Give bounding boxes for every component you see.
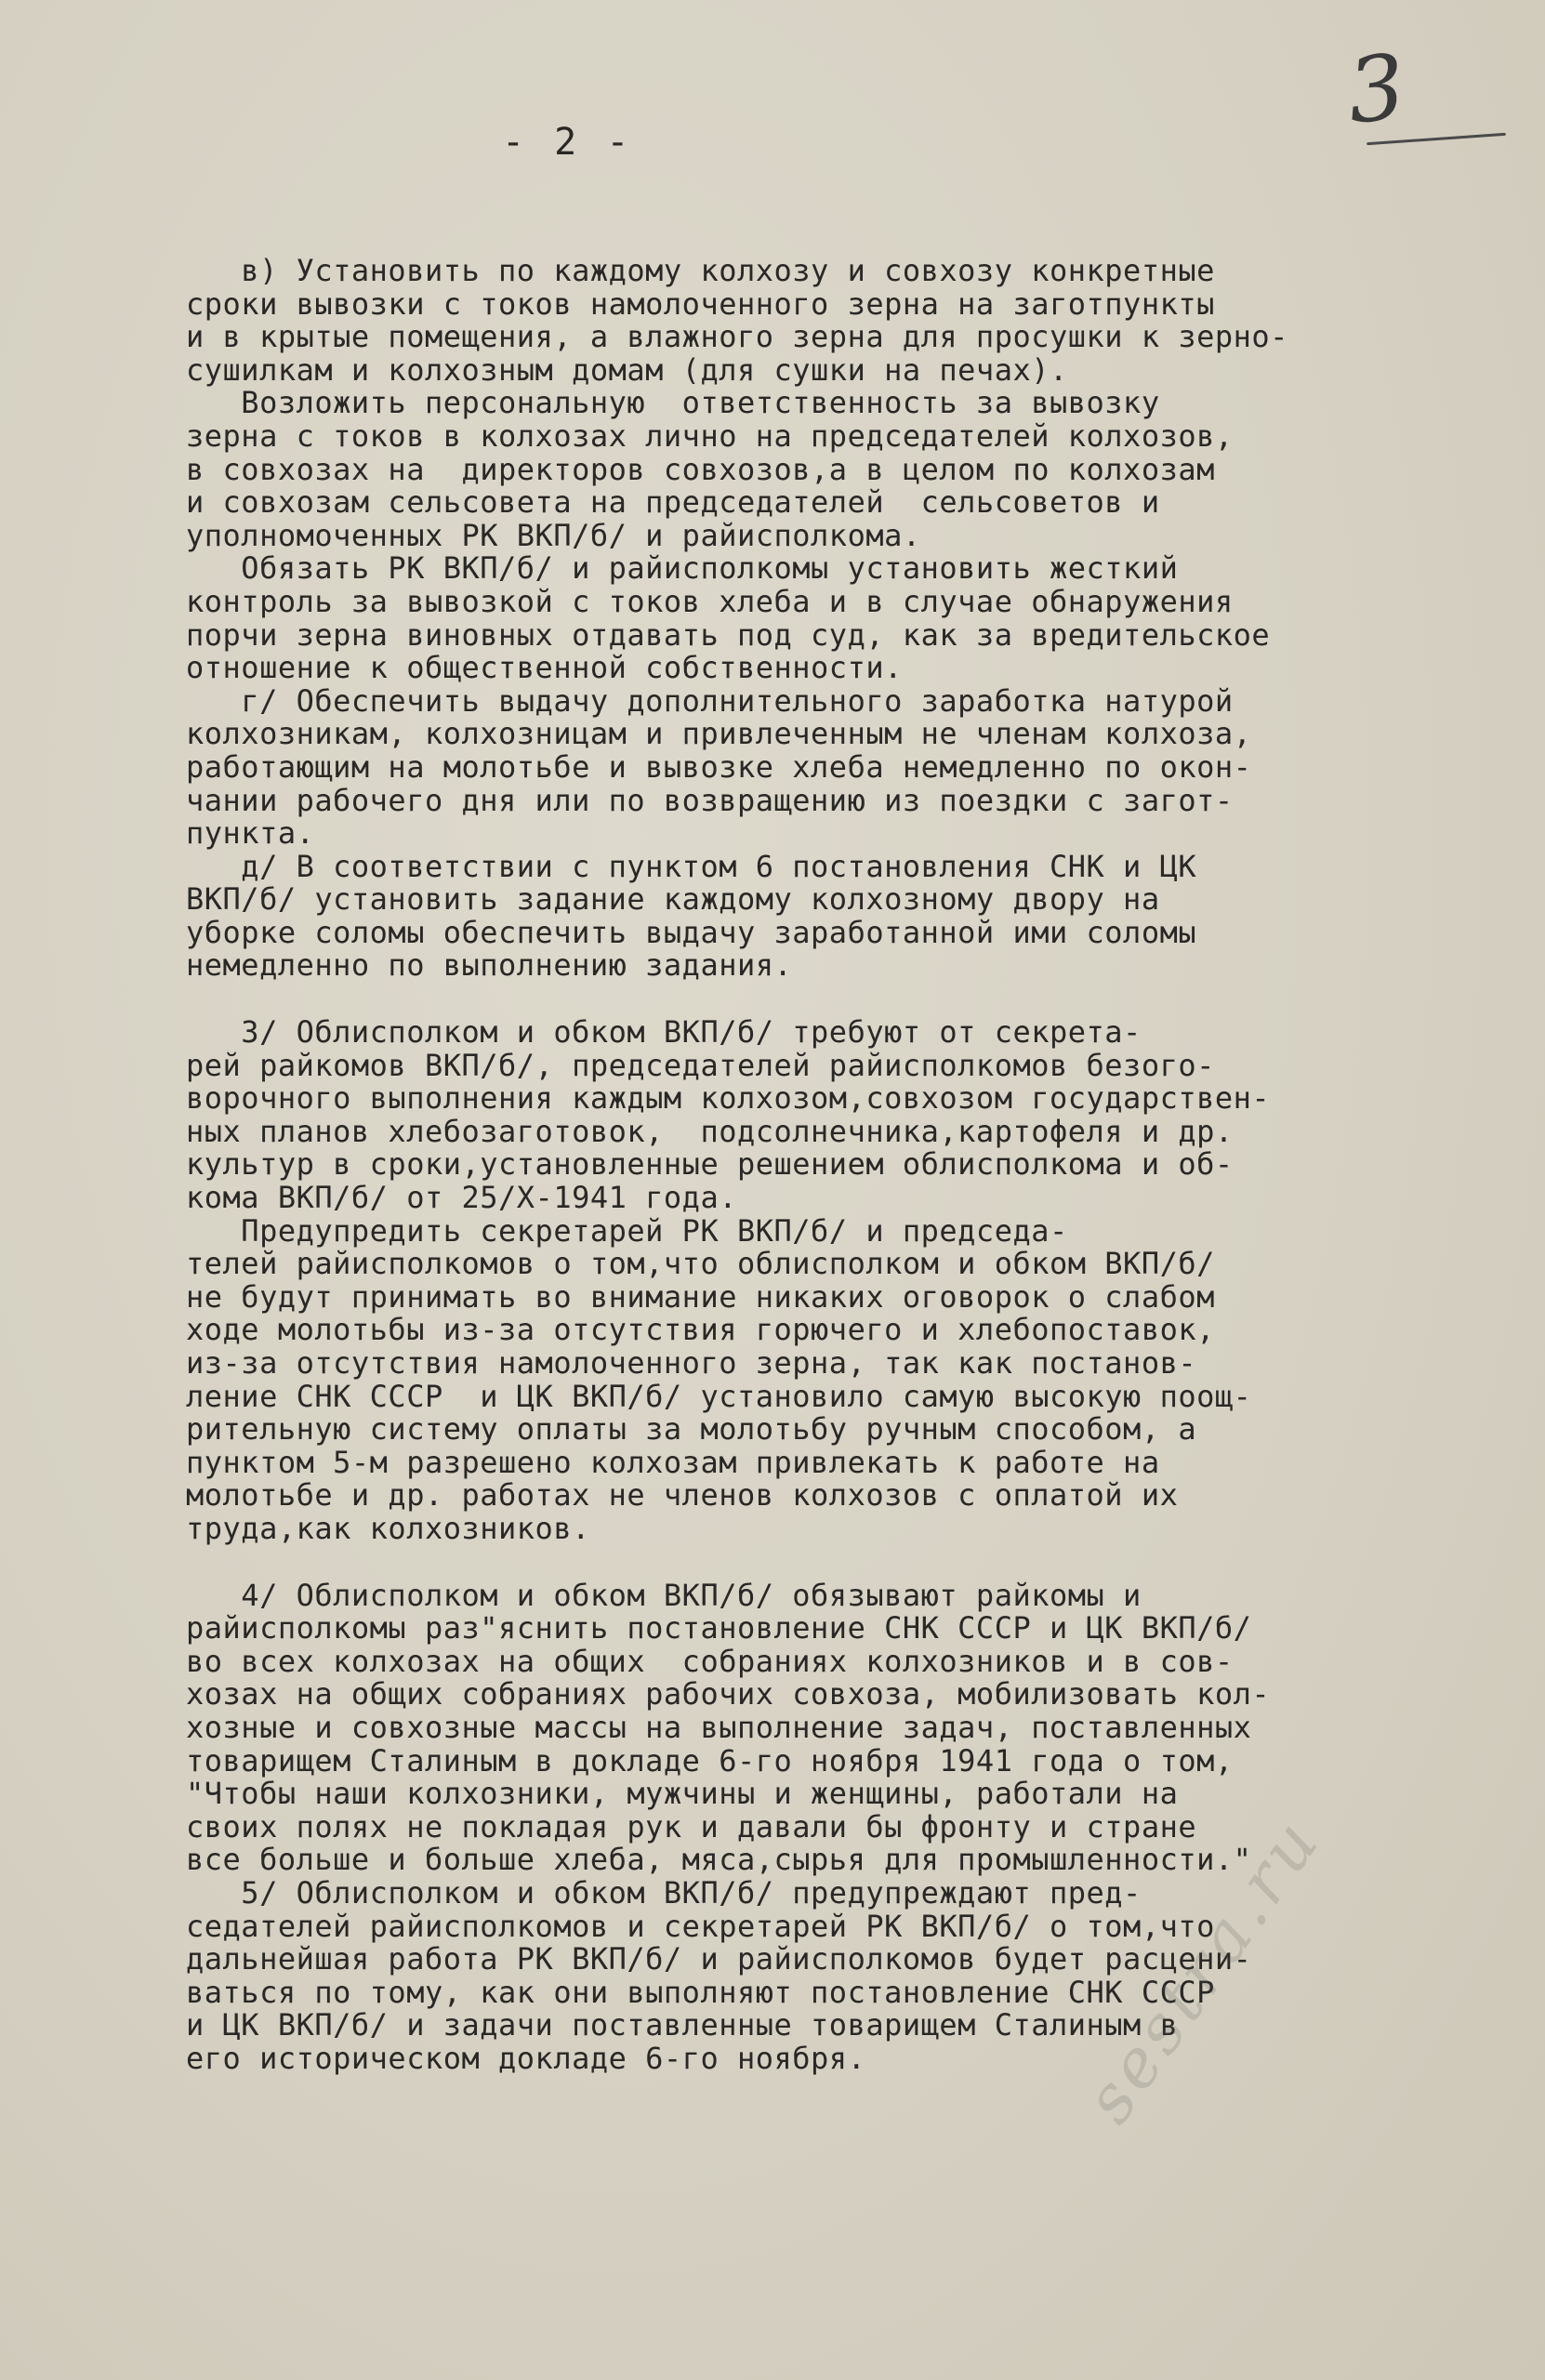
text-line: уполномоченных РК ВКП/б/ и райисполкома. [186, 517, 921, 553]
text-line: контроль за вывозкой с токов хлеба и в случае обнаружения [186, 583, 1234, 619]
text-line: его историческом докладе 6-го ноября. [186, 2040, 866, 2076]
text-line: Предупредить секретарей РК ВКП/б/ и председа- [186, 1212, 1068, 1249]
text-line: все больше и больше хлеба, мяса,сырья для промышленности." [186, 1842, 1252, 1878]
text-line: 3/ Облисполком и обком ВКП/б/ требуют от секрета- [186, 1014, 1142, 1051]
text-line: зерна с токов в колхозах лично на председателей колхозов, [186, 417, 1234, 454]
text-line: в) Установить по каждому колхозу и совхозу конкретные [186, 253, 1215, 288]
text-line: Возложить персональную ответственность за вывозку [186, 385, 1160, 421]
text-line: пунктом 5-м разрешено колхозам привлекать к работе на [186, 1444, 1160, 1480]
paragraph-block [186, 255, 1506, 983]
text-line: 5/ Облисполком и обком ВКП/б/ предупреждают пред- [186, 1874, 1142, 1911]
text-line: своих полях не покладая рук и давали бы фронту и стране [186, 1808, 1197, 1844]
text-line: дальнейшая работа РК ВКП/б/ и райисполкомов будет расцени- [186, 1941, 1252, 1977]
text-line: пункта. [186, 815, 315, 852]
text-line: Обязать РК ВКП/б/ и райисполкомы установить жесткий [186, 550, 1179, 587]
text-line: сушилкам и колхозным домам (для сушки на печах). [186, 351, 1068, 388]
text-line: отношение к общественной собственности. [186, 650, 903, 686]
text-line: товарищем Сталиным в докладе 6-го ноября 1941 года о том, [186, 1742, 1234, 1778]
text-line: хозные и совхозные массы на выполнение задач, поставленных [186, 1709, 1252, 1745]
text-line: в совхозах на директоров совхозов,а в целом по колхозам [186, 451, 1215, 487]
text-line: и совхозам сельсовета на председателей сельсоветов и [186, 484, 1160, 521]
folio-number: 3 [1342, 34, 1410, 144]
text-line: чании рабочего дня или по возвращению из поездки с загот- [186, 782, 1234, 818]
text-line: ных планов хлебозаготовок, подсолнечника,картофеля и др. [186, 1113, 1234, 1149]
text-line: седателей райисполкомов и секретарей РК ВКП/б/ о том,что [186, 1908, 1215, 1944]
text-line: г/ Обеспечить выдачу дополнительного заработка натурой [186, 682, 1234, 719]
text-line: 4/ Облисполком и обком ВКП/б/ обязывают райкомы и [186, 1577, 1142, 1613]
text-line: культур в сроки,установленные решением облисполкома и об- [186, 1146, 1234, 1183]
text-line: рей райкомов ВКП/б/, председателей райисполкомов безого- [186, 1047, 1215, 1083]
text-line: труда,как колхозников. [186, 1510, 590, 1546]
text-line: немедленно по выполнению задания. [186, 947, 793, 984]
text-line: колхозникам, колхозницам и привлеченным не членам колхоза, [186, 716, 1252, 752]
text-line: порчи зерна виновных отдавать под суд, как за вредительское [186, 616, 1271, 653]
watermark: sestra.ru [1069, 1802, 1337, 2137]
text-line: ворочного выполнения каждым колхозом,совхозом государствен- [186, 1080, 1271, 1117]
text-line: сроки вывозки с токов намолоченного зерна на заготпункты [186, 285, 1215, 322]
text-line: райисполкомы раз"яснить постановление СНК СССР и ЦК ВКП/б/ [186, 1610, 1252, 1646]
paragraph-block [186, 1016, 1506, 1546]
text-line: кома ВКП/б/ от 25/Х-1941 года. [186, 1180, 737, 1216]
text-line: ВКП/б/ установить задание каждому колхозному двору на [186, 881, 1160, 918]
text-line: работающим на молотьбе и вывозке хлеба немедленно по окон- [186, 748, 1252, 785]
text-line: д/ В соответствии с пунктом 6 постановления СНК и ЦК [186, 848, 1197, 884]
text-line: ление СНК СССР и ЦК ВКП/б/ установило самую высокую поощ- [186, 1378, 1252, 1414]
text-line: из-за отсутствия намолоченного зерна, так как постанов- [186, 1345, 1197, 1381]
text-line: хозах на общих собраниях рабочих совхоза, мобилизовать кол- [186, 1676, 1271, 1712]
text-line: ваться по тому, как они выполняют постановление СНК СССР [186, 1974, 1215, 2010]
paragraph-gap [186, 983, 1506, 1016]
text-line: телей райисполкомов о том,что облисполком и обком ВКП/б/ [186, 1246, 1215, 1282]
page-number: - 2 - [502, 121, 633, 164]
text-line: и ЦК ВКП/б/ и задачи поставленные товарищем Сталиным в [186, 2007, 1179, 2043]
text-line: во всех колхозах на общих собраниях колхозников и в сов- [186, 1643, 1234, 1679]
text-line: рительную систему оплаты за молотьбу ручным способом, а [186, 1411, 1197, 1448]
document-body [186, 255, 1506, 2075]
text-line: "Чтобы наши колхозники, мужчины и женщины, работали на [186, 1776, 1179, 1812]
paragraph-gap [186, 1546, 1506, 1580]
text-line: ходе молотьбы из-за отсутствия горючего и хлебопоставок, [186, 1312, 1215, 1348]
text-line: молотьбе и др. работах не членов колхозов с оплатой их [186, 1477, 1179, 1514]
text-line: уборке соломы обеспечить выдачу заработанной ими соломы [186, 914, 1197, 950]
text-line: не будут принимать во внимание никаких оговорок о слабом [186, 1278, 1215, 1315]
text-line: и в крытые помещения, а влажного зерна для просушки к зерно- [186, 319, 1288, 355]
